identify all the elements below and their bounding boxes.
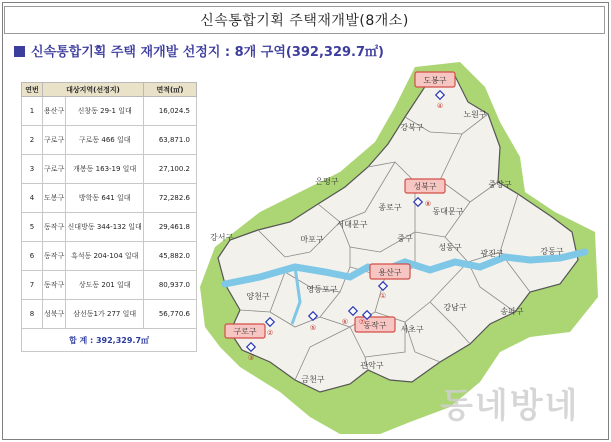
district-label-gwanak: 관악구 (360, 361, 384, 370)
row-area: 27,100.2 (144, 155, 197, 184)
district-label-dongdaemun: 동대문구 (432, 207, 464, 216)
table-header (22, 83, 197, 97)
district-label-jongno: 종로구 (378, 203, 402, 212)
row-district: 용산구 (43, 97, 66, 126)
svg-text:⑤: ⑤ (309, 324, 317, 332)
district-label-gangnam: 강남구 (443, 303, 467, 312)
table-row (22, 155, 197, 184)
district-label-dobong: 도봉구 (423, 76, 447, 85)
district-label-gwangjin: 광진구 (480, 249, 504, 258)
row-no: 2 (22, 126, 43, 155)
row-area: 16,024.5 (144, 97, 197, 126)
row-site: 상도동 201 일대 (66, 271, 144, 300)
row-district: 동작구 (43, 271, 66, 300)
table-row (22, 184, 197, 213)
total-value: 392,329.7㎡ (95, 335, 150, 345)
row-no: 6 (22, 242, 43, 271)
table-row (22, 300, 197, 329)
district-label-jung: 중구 (397, 234, 413, 243)
site-table (21, 82, 197, 352)
district-label-seocho: 서초구 (400, 325, 424, 334)
page-title: 신속통합기획 주택재개발(8개소) (4, 6, 605, 34)
row-district: 동작구 (43, 213, 66, 242)
row-site: 개봉동 163-19 일대 (66, 155, 144, 184)
district-label-nowon: 노원구 (463, 110, 487, 119)
total-cell (22, 329, 197, 352)
svg-text:⑧: ⑧ (424, 200, 432, 208)
row-site: 흑석동 204-104 일대 (66, 242, 144, 271)
total-label: 합 계 : (68, 335, 94, 345)
col-header-area: 면적(㎡) (144, 83, 197, 97)
district-label-gangdong: 강동구 (540, 247, 564, 256)
table-row (22, 242, 197, 271)
svg-text:⑦: ⑦ (358, 318, 366, 326)
svg-text:④: ④ (436, 102, 444, 110)
row-no: 7 (22, 271, 43, 300)
svg-text:⑥: ⑥ (341, 318, 349, 326)
table-row (22, 213, 197, 242)
svg-text:①: ① (379, 292, 387, 300)
row-area: 56,770.6 (144, 300, 197, 329)
row-area: 45,882.0 (144, 242, 197, 271)
row-district: 구로구 (43, 155, 66, 184)
district-label-eunpyeong: 은평구 (315, 177, 339, 186)
row-no: 3 (22, 155, 43, 184)
table-total-row (22, 329, 197, 352)
col-header-no: 연번 (22, 83, 43, 97)
district-label-gangseo: 강서구 (210, 233, 234, 242)
svg-text:②: ② (266, 329, 274, 337)
col-header-site: 대상지역(선정지) (43, 83, 144, 97)
row-site: 신대방동 344-132 일대 (66, 213, 144, 242)
row-site: 구로동 466 일대 (66, 126, 144, 155)
row-site: 방학동 641 일대 (66, 184, 144, 213)
district-label-gangbuk: 강북구 (400, 123, 424, 132)
district-label-seongdong: 성동구 (438, 243, 462, 252)
district-label-jungnang: 중랑구 (488, 180, 512, 189)
svg-text:③: ③ (247, 354, 255, 362)
district-label-geumcheon: 금천구 (301, 375, 325, 384)
district-label-yongsan: 용산구 (378, 268, 402, 277)
row-area: 29,461.8 (144, 213, 197, 242)
district-label-mapo: 마포구 (300, 235, 324, 244)
row-district: 동작구 (43, 242, 66, 271)
row-district: 성북구 (43, 300, 66, 329)
district-label-guro: 구로구 (233, 327, 257, 336)
table-row (22, 97, 197, 126)
row-no: 1 (22, 97, 43, 126)
row-area: 63,871.0 (144, 126, 197, 155)
table-row (22, 126, 197, 155)
row-site: 삼선동1가 277 일대 (66, 300, 144, 329)
square-bullet-icon (14, 46, 25, 57)
row-district: 도봉구 (43, 184, 66, 213)
row-area: 80,937.0 (144, 271, 197, 300)
district-label-yeongdeungpo: 영등포구 (306, 285, 338, 294)
district-label-songpa: 송파구 (500, 307, 524, 316)
row-district: 구로구 (43, 126, 66, 155)
district-label-seongbuk: 성북구 (413, 182, 437, 191)
district-label-seodaemun: 서대문구 (336, 220, 368, 229)
section-heading (14, 41, 384, 60)
row-site: 신창동 29-1 일대 (66, 97, 144, 126)
row-area: 72,282.6 (144, 184, 197, 213)
row-no: 4 (22, 184, 43, 213)
heading-text: 신속통합기획 주택 재개발 선정지 : 8개 구역(392,329.7㎡) (31, 45, 384, 60)
table-row (22, 271, 197, 300)
district-label-dongjak: 동작구 (363, 321, 387, 330)
row-no: 8 (22, 300, 43, 329)
district-label-yangcheon: 양천구 (246, 292, 270, 301)
watermark: 동네방네 (440, 386, 580, 426)
row-no: 5 (22, 213, 43, 242)
